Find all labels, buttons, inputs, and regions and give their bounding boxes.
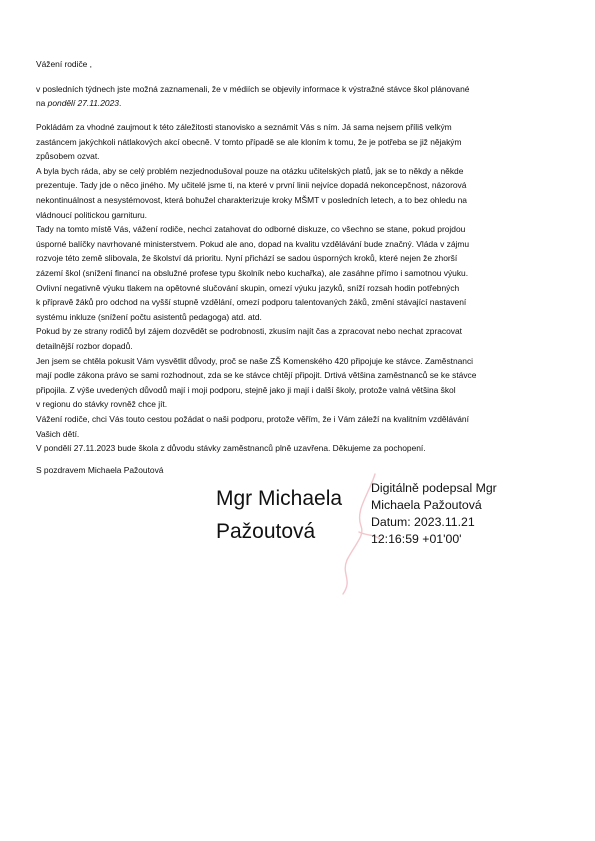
paragraph-line: Pokládám za vhodné zaujmout k této záležitosti stanovisko a seznámit Vás s ním. Já sama nejsem příliš velkým <box>36 122 452 132</box>
signature-detail-line: 12:16:59 +01'00' <box>371 532 462 546</box>
strike-date: pondělí 27.11.2023 <box>47 98 119 108</box>
paragraph-line: detailnější rozbor dopadů. <box>36 341 133 351</box>
paragraph-line: zastáncem jakýchkoli nátlakových akcí obecně. V tomto případě se ale kloním k tomu, že je potřeba se již nějakým <box>36 136 462 147</box>
paragraph-line: A byla bych ráda, aby se celý problém nezjednodušoval pouze na otázku učitelských platů, jak se to někdy a někde <box>36 165 464 176</box>
paragraph-line: vládnoucí politickou garnituru. <box>36 209 148 220</box>
paragraph-line: Vašich dětí. <box>36 428 80 439</box>
text-span: na <box>36 98 48 108</box>
paragraph-line: V pondělí 27.11.2023 bude škola z důvodu stávky zaměstnanců plně uzavřena. Děkujeme za pochopení. <box>36 443 426 454</box>
paragraph-line: systému inkluze (snížení počtu asistentů pedagoga) atd. atd. <box>36 311 262 322</box>
signature-detail-line: Datum: 2023.11.21 <box>371 515 475 529</box>
signature-name-line1: Mgr Michaela <box>216 487 343 510</box>
signature-name-line2: Pažoutová <box>216 520 316 543</box>
paragraph-line: rozvoje této země slibovala, že školství dá prioritu. Nyní přichází se sadou úsporných kroků, které nejen že zhorší <box>36 253 458 264</box>
paragraph-line: prezentuje. Tady jde o něco jiného. My učitelé jsme ti, na které v první linii nejvíce dopadá nekoncepčnost, názorová <box>36 180 467 191</box>
paragraph-line: způsobem ozvat. <box>36 151 100 162</box>
paragraph-line: nekontinuálnost a nesystémovost, která bohužel charakterizuje kroky MŠMT v posledních letech, a to bez ohledu na <box>36 195 467 205</box>
paragraph-line: zázemí škol (snížení financí na obslužné profese typu školník nebo kuchařka), ale zasáhne přímo i samotnou výuku. <box>36 268 469 278</box>
signature-detail-line: Michaela Pažoutová <box>371 498 482 512</box>
paragraph-line: Pokud by ze strany rodičů byl zájem dozvědět se podrobnosti, zkusím najít čas a zpracovat nebo nechat zpracovat <box>36 326 462 337</box>
paragraph-line: Ovlivní negativně výuku tlakem na opětovné slučování skupin, omezí výuku jazyků, sníží rozsah hodin potřebných <box>36 282 460 293</box>
paragraph-line: k přípravě žáků pro odchod na vyšší stupně vzdělání, omezí podporu talentovaných žáků, změní stávající nastavení <box>36 297 467 308</box>
paragraph-line: Vážení rodiče, chci Vás touto cestou požádat o naši podporu, protože věřím, že i Vám záleží na kvalitním vzdělávání <box>36 414 469 424</box>
text-span: . <box>118 98 122 108</box>
closing: S pozdravem Michaela Pažoutová <box>36 465 164 475</box>
paragraph-line: Tady na tomto místě Vás, vážení rodiče, nechci zatahovat do odborné diskuze, co všechno se stane, pokud projdou <box>36 224 466 235</box>
paragraph-line: úsporné balíčky navrhované ministerstvem. Pokud ale ano, dopad na kvalitu vzdělávání bude značný. Vláda v zájmu <box>36 238 470 249</box>
salutation: Vážení rodiče , <box>36 59 92 69</box>
paragraph-line: v posledních týdnech jste možná zaznamenali, že v médiích se objevily informace k výstražné stávce škol plánované <box>36 84 470 94</box>
paragraph-line: mají podle zákona právo se sami rozhodnout, zda se ke stávce chtějí připojit. Drtivá většina zaměstnanců se ke stávce <box>36 370 477 381</box>
paragraph-line <box>36 96 572 110</box>
signature-detail-line: Digitálně podepsal Mgr <box>371 481 497 495</box>
paragraph-line: připojila. Z výše uvedených důvodů mají i moji podporu, stejně jako ji mají i další školy, protože valná většina škol <box>36 384 456 395</box>
paragraph-line: Jen jsem se chtěla pokusit Vám vysvětlit důvody, proč se naše ZŠ Komenského 420 připojuje ke stávce. Zaměstnanci <box>36 355 474 366</box>
paragraph-line: v regionu do stávky rovněž chce jít. <box>36 399 168 410</box>
